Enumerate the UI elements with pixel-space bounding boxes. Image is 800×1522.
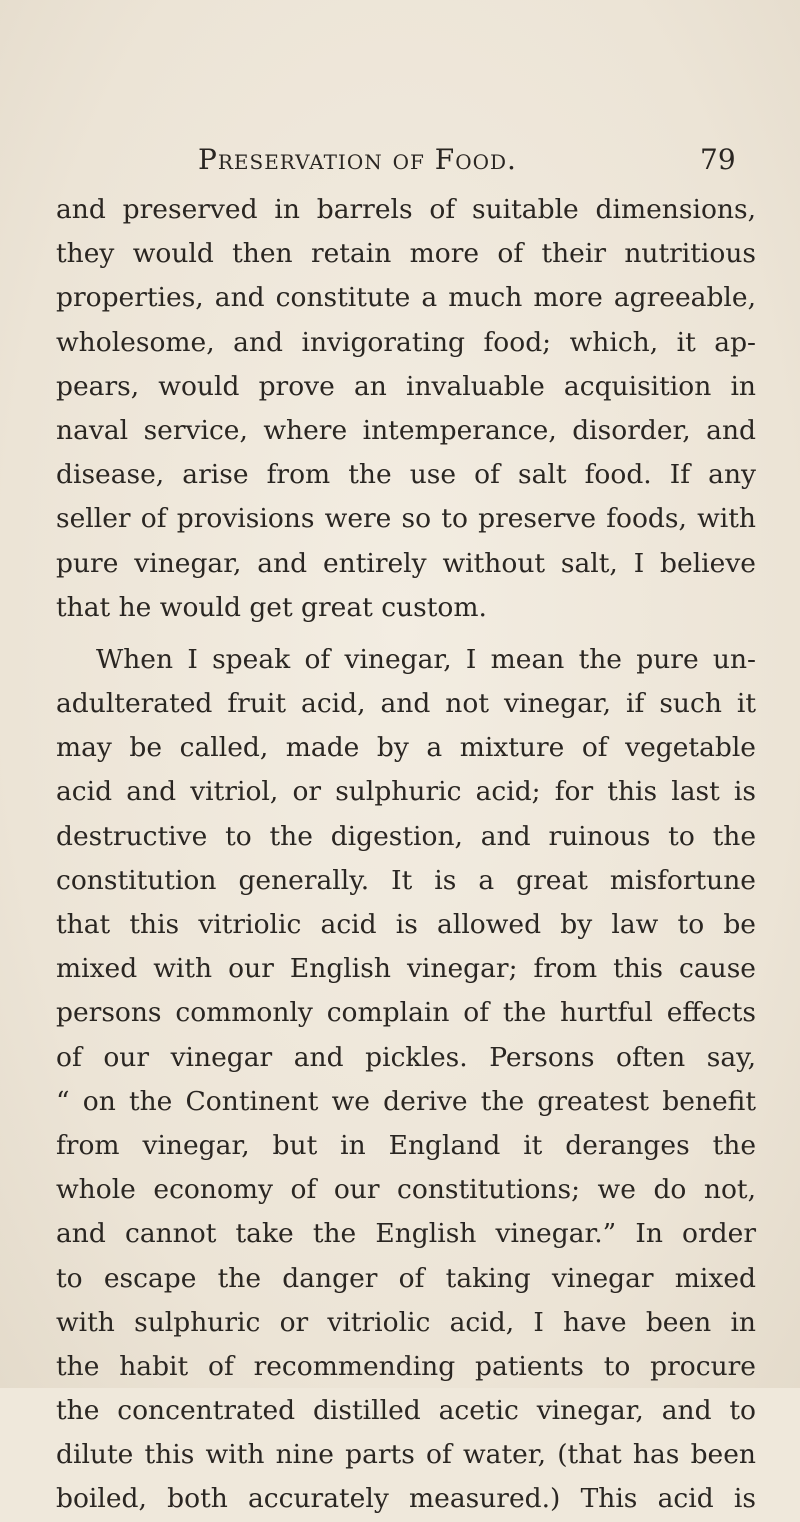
body-text — [56, 188, 756, 1522]
text-line: and cannot take the English vinegar.” In order — [56, 1218, 756, 1250]
text-line: the concentrated distilled acetic vinegar, and to — [56, 1395, 756, 1427]
text-line: they would then retain more of their nutritious — [56, 238, 756, 270]
text-line: may be called, made by a mixture of vegetable — [56, 732, 756, 764]
text-line: from vinegar, but in England it deranges the — [56, 1129, 756, 1161]
text-line: disease, arise from the use of salt food. If any — [56, 459, 756, 491]
text-line: seller of provisions were so to preserve foods, with — [56, 503, 756, 535]
text-line: that this vitriolic acid is allowed by law to be — [56, 909, 756, 940]
text-line: persons commonly complain of the hurtful effects — [56, 997, 756, 1029]
text-line: to escape the danger of taking vinegar mixed — [56, 1262, 756, 1294]
text-line: dilute this with nine parts of water, (that has been — [56, 1439, 756, 1471]
text-line: wholesome, and invigorating food; which, it ap- — [56, 326, 756, 358]
text-line: pears, would prove an invaluable acquisition in — [56, 370, 756, 402]
text-line: naval service, where intemperance, disorder, and — [56, 414, 756, 446]
paragraph-2 — [56, 638, 756, 1522]
page-number: 79 — [700, 143, 736, 176]
text-line: that he would get great custom. — [56, 591, 487, 623]
text-line: and preserved in barrels of suitable dimensions, — [56, 194, 756, 225]
text-line: When I speak of vinegar, I mean the pure un- — [96, 643, 756, 675]
text-line: adulterated fruit acid, and not vinegar, if such it — [56, 688, 756, 720]
running-title: Preservation of Food. — [198, 143, 517, 176]
text-line: with sulphuric or vitriolic acid, I have been in — [56, 1306, 756, 1338]
text-line: pure vinegar, and entirely without salt, I believe — [56, 547, 756, 579]
text-line: mixed with our English vinegar; from this cause — [56, 953, 756, 985]
text-line: of our vinegar and pickles. Persons often say, — [56, 1041, 756, 1073]
text-line: whole economy of our constitutions; we do not, — [56, 1174, 756, 1206]
text-line: destructive to the digestion, and ruinous to the — [56, 820, 756, 852]
text-line: properties, and constitute a much more agreeable, — [56, 282, 756, 314]
page-header — [0, 143, 800, 183]
text-line: boiled, both accurately measured.) This acid is — [56, 1483, 756, 1515]
paragraph-1 — [56, 188, 756, 630]
text-line: “ on the Continent we derive the greatest benefit — [56, 1085, 756, 1117]
text-line: acid and vitriol, or sulphuric acid; for this last is — [56, 776, 756, 808]
text-line: the habit of recommending patients to procure — [56, 1350, 756, 1382]
text-line: constitution generally. It is a great misfortune — [56, 864, 756, 896]
